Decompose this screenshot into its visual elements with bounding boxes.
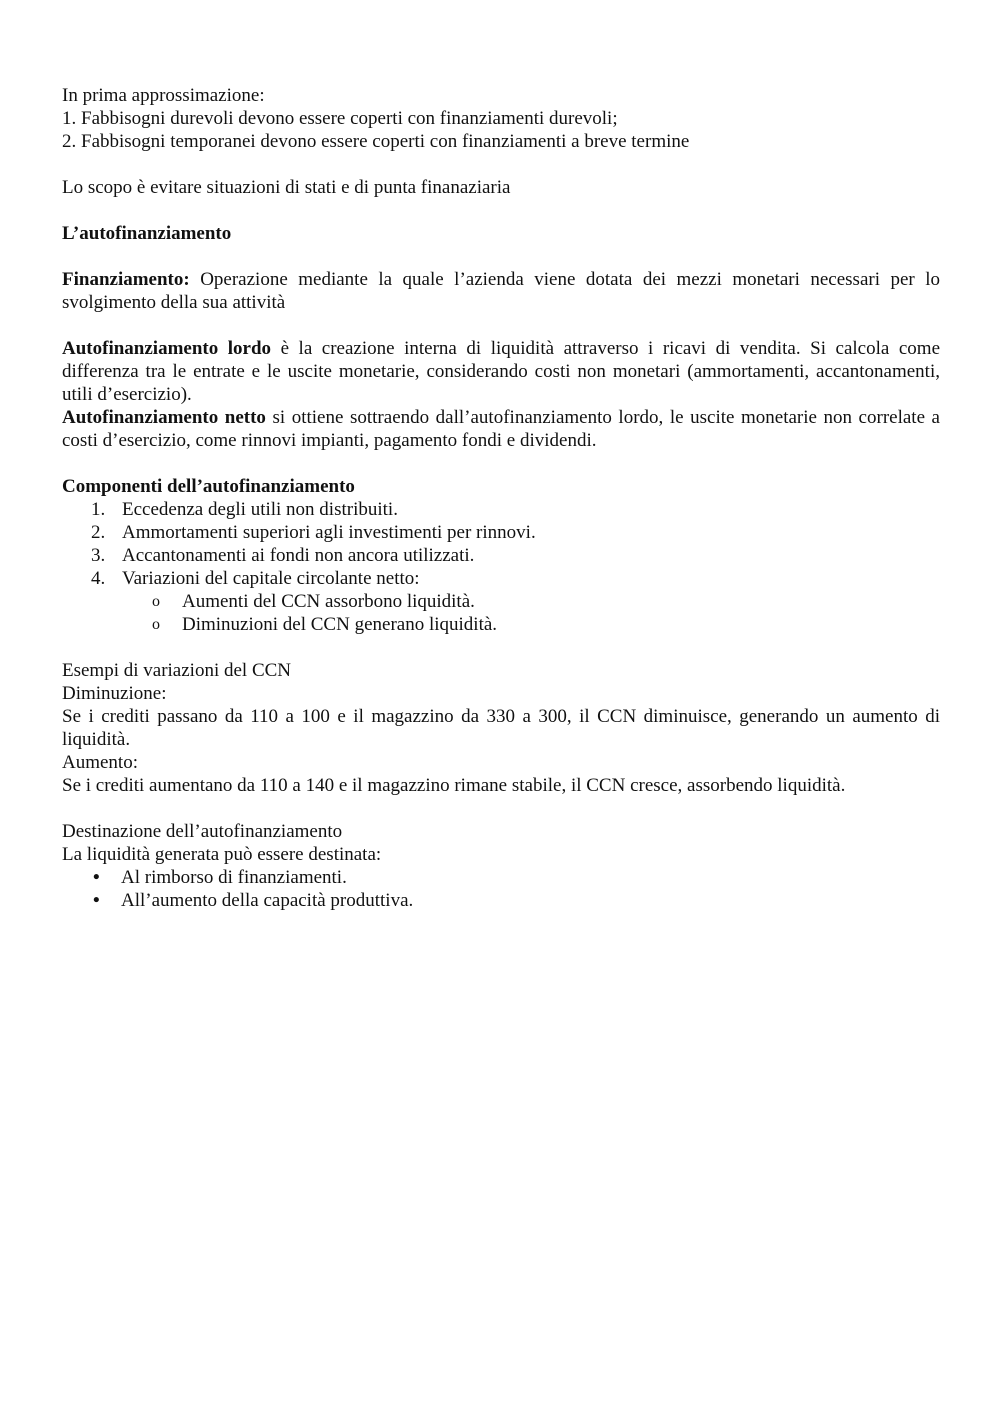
spacer <box>62 452 940 475</box>
spacer <box>62 314 940 337</box>
sub-list-item <box>62 613 940 636</box>
term-finanziamento: Finanziamento: <box>62 269 190 290</box>
list-item-text: Variazioni del capitale circolante netto: <box>122 568 420 589</box>
spacer <box>62 797 940 820</box>
sub-list-item-text: Diminuzioni del CCN generano liquidità. <box>182 614 498 635</box>
term-netto: Autofinanziamento netto <box>62 407 266 428</box>
intro-line: 2. Fabbisogni temporanei devono essere coperti con finanziamenti a breve termine <box>62 131 690 152</box>
list-item-text: Eccedenza degli utili non distribuiti. <box>122 499 398 520</box>
document-page <box>62 84 940 912</box>
list-item <box>62 567 940 590</box>
spacer <box>62 153 940 176</box>
section-heading-autofinanziamento: L’autofinanziamento <box>62 223 232 244</box>
intro-line: In prima approssimazione: <box>62 85 265 106</box>
list-item-text: Al rimborso di finanziamenti. <box>121 867 347 888</box>
spacer <box>62 636 940 659</box>
section-heading-esempi: Esempi di variazioni del CCN <box>62 660 292 681</box>
term-lordo: Autofinanziamento lordo <box>62 338 272 359</box>
list-item-text: All’aumento della capacità produttiva. <box>121 890 414 911</box>
definition-finanziamento <box>62 268 940 314</box>
destinazione-list <box>62 866 940 912</box>
definition-autofinanziamento-netto <box>62 406 940 452</box>
list-number: 4. <box>91 568 106 589</box>
list-item <box>62 866 940 889</box>
scope-paragraph: Lo scopo è evitare situazioni di stati e di punta finanaziaria <box>62 177 511 198</box>
circle-bullet-icon: o <box>152 616 160 633</box>
intro-line: 1. Fabbisogni durevoli devono essere coperti con finanziamenti durevoli; <box>62 108 618 129</box>
list-item <box>62 498 940 521</box>
list-number: 1. <box>91 499 106 520</box>
bullet-icon: • <box>93 867 100 888</box>
sub-list-item <box>62 590 940 613</box>
spacer <box>62 245 940 268</box>
section-heading-componenti: Componenti dell’autofinanziamento <box>62 476 355 497</box>
example-text-aumento: Se i crediti aumentano da 110 a 140 e il magazzino rimane stabile, il CCN cresce, assorbendo liquidità. <box>62 775 846 796</box>
list-item <box>62 521 940 544</box>
circle-bullet-icon: o <box>152 593 160 610</box>
ccn-sublist <box>62 590 940 636</box>
example-label-aumento: Aumento: <box>62 752 138 773</box>
list-number: 3. <box>91 545 106 566</box>
destinazione-intro: La liquidità generata può essere destinata: <box>62 844 382 865</box>
definition-text: è la creazione interna di liquidità attraverso i ricavi di vendita. Si calcola come differenza tra le entrate e le uscite monetarie, considerando costi non monetari (ammortamenti, accantonamenti, utili d’esercizio). <box>62 338 940 405</box>
list-number: 2. <box>91 522 106 543</box>
componenti-list <box>62 498 940 590</box>
list-item <box>62 544 940 567</box>
example-label-diminuzione: Diminuzione: <box>62 683 167 704</box>
example-text-diminuzione: Se i crediti passano da 110 a 100 e il magazzino da 330 a 300, il CCN diminuisce, generando un aumento di liquidità. <box>62 706 940 750</box>
definition-text: si ottiene sottraendo dall’autofinanziamento lordo, le uscite monetarie non correlate a costi d’esercizio, come rinnovi impianti, pagamento fondi e dividendi. <box>62 407 940 451</box>
definition-text: Operazione mediante la quale l’azienda viene dotata dei mezzi monetari necessari per lo svolgimento della sua attività <box>62 269 940 313</box>
spacer <box>62 199 940 222</box>
list-item <box>62 889 940 912</box>
list-item-text: Ammortamenti superiori agli investimenti per rinnovi. <box>122 522 536 543</box>
list-item-text: Accantonamenti ai fondi non ancora utilizzati. <box>122 545 475 566</box>
section-heading-destinazione: Destinazione dell’autofinanziamento <box>62 821 343 842</box>
sub-list-item-text: Aumenti del CCN assorbono liquidità. <box>182 591 475 612</box>
bullet-icon: • <box>93 890 100 911</box>
definition-autofinanziamento-lordo <box>62 337 940 406</box>
